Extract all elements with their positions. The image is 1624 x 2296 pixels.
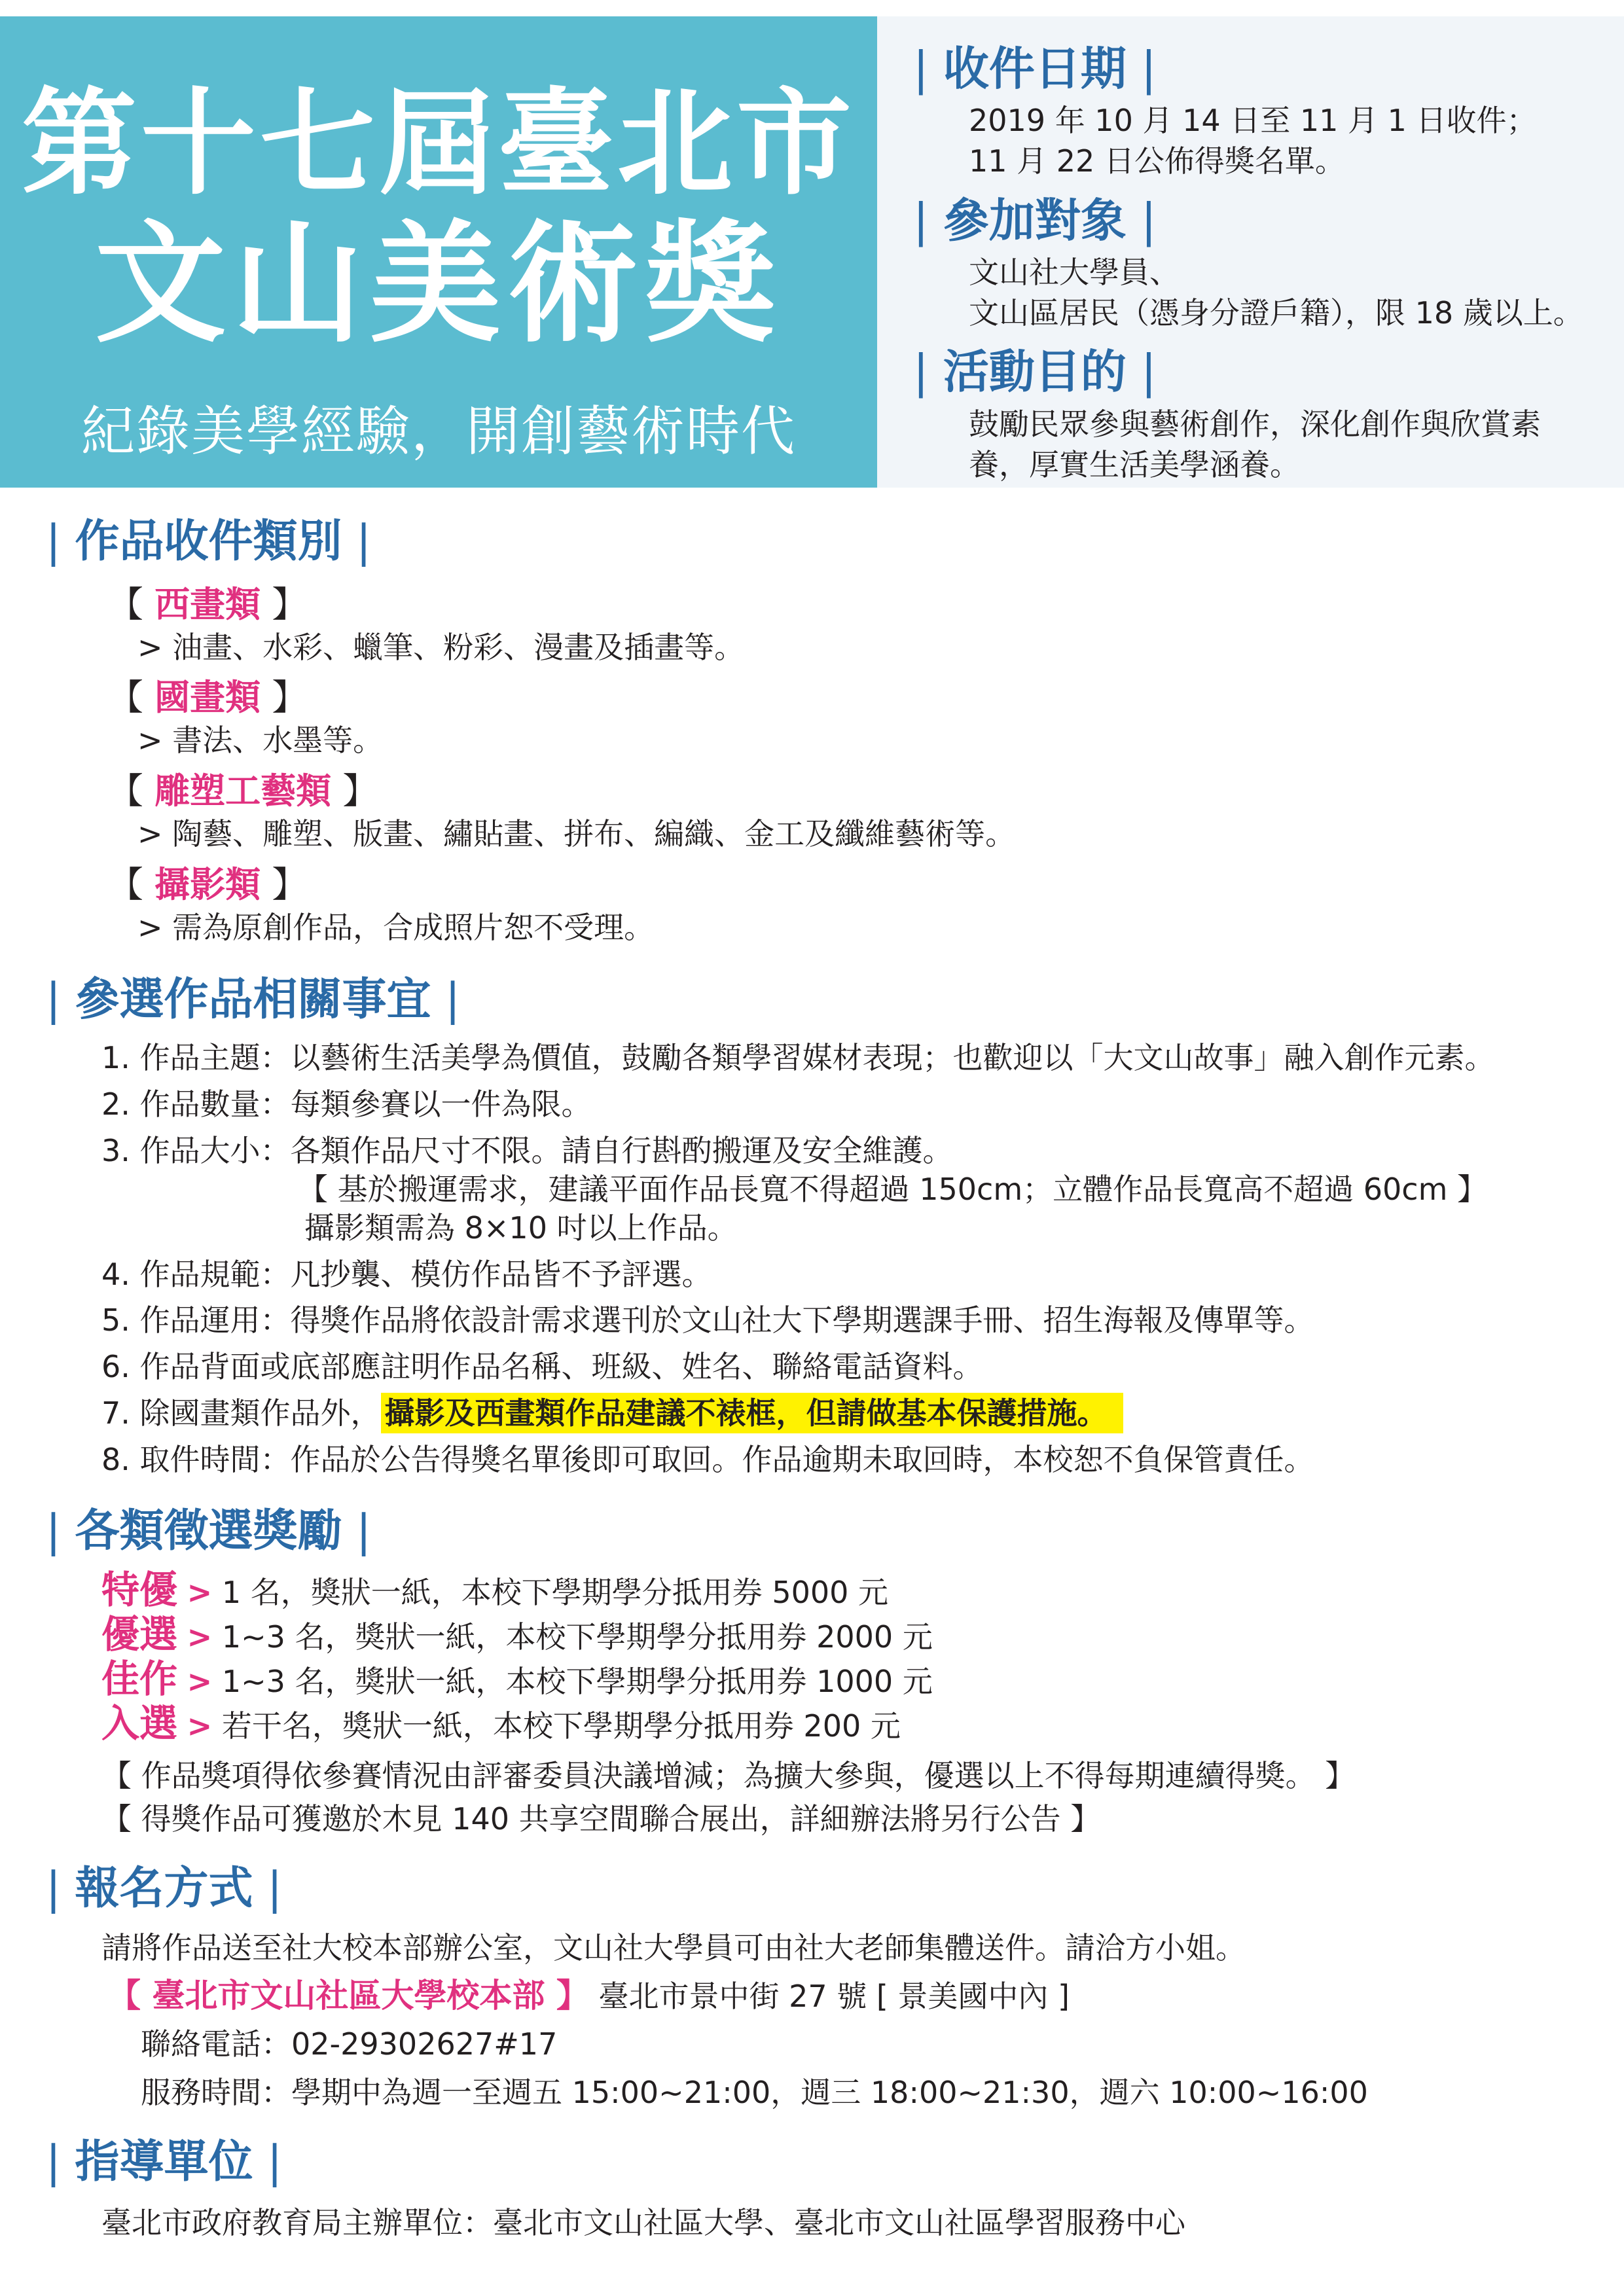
title-line-1: 第十七屆臺北市 — [21, 77, 856, 211]
section-heading-organizer: | 指導單位 | — [46, 2136, 283, 2188]
info-panel — [877, 16, 1624, 488]
category-photography-desc: > 需為原創作品，合成照片恕不受理。 — [137, 910, 655, 945]
rule-item-1: 1. 作品主題：以藝術生活美學為價值，鼓勵各類學習媒材表現；也歡迎以「大文山故事」融入創作元素。 — [101, 1040, 1495, 1075]
category-chinese-painting-desc: > 書法、水墨等。 — [137, 723, 384, 758]
section-heading-categories: | 作品收件類別 | — [46, 516, 372, 567]
info-heading-purpose: | 活動目的 | — [913, 345, 1157, 399]
section-heading-rules: | 參選作品相關事宜 | — [46, 974, 461, 1026]
award-note-2: 【 得獎作品可獲邀於木見 140 共享空間聯合展出，詳細辦法將另行公告 】 — [101, 1801, 1101, 1837]
category-sculpture-craft: 【 雕塑工藝類 】 — [108, 770, 378, 812]
hero-banner — [0, 16, 877, 488]
slogan: 紀錄美學經驗，開創藝術時代 — [81, 401, 796, 463]
info-date-line-2: 11 月 22 日公佈得獎名單。 — [969, 143, 1345, 179]
info-eligibility-line-2: 文山區居民（憑身分證戶籍），限 18 歲以上。 — [969, 295, 1583, 331]
award-excellence: 優選 > 1~3 名，獎狀一紙，本校下學期學分抵用券 2000 元 — [101, 1612, 933, 1657]
title-line-2: 文山美術獎 — [94, 208, 782, 361]
rule-item-8: 8. 取件時間：作品於公告得獎名單後即可取回。作品逾期未取回時，本校恕不負保管責任。 — [101, 1442, 1314, 1477]
info-heading-eligibility: | 參加對象 | — [913, 194, 1157, 247]
registration-hours: 服務時間：學期中為週一至週五 15:00~21:00，週三 18:00~21:30，週六 10:00~16:00 — [141, 2075, 1368, 2110]
rule-item-3-note: 【 基於搬運需求，建議平面作品長寬不得超過 150cm；立體作品長寬高不超過 60cm 】 — [298, 1172, 1488, 1207]
category-western-painting: 【 西畫類 】 — [108, 583, 308, 625]
registration-intro: 請將作品送至社大校本部辦公室，文山社大學員可由社大老師集體送件。請洽方小姐。 — [101, 1930, 1246, 1965]
info-purpose-line-2: 養，厚實生活美學涵養。 — [969, 447, 1300, 482]
info-date-line-1: 2019 年 10 月 14 日至 11 月 1 日收件； — [969, 103, 1537, 138]
rule-item-5: 5. 作品運用：得獎作品將依設計需求選刊於文山社大下學期選課手冊、招生海報及傳單等。 — [101, 1302, 1314, 1338]
award-top-prize: 特優 > 1 名，獎狀一紙，本校下學期學分抵用券 5000 元 — [101, 1568, 889, 1612]
info-purpose-line-1: 鼓勵民眾參與藝術創作，深化創作與欣賞素 — [969, 406, 1541, 442]
section-heading-awards: | 各類徵選獎勵 | — [46, 1505, 372, 1557]
rule-item-4: 4. 作品規範：凡抄襲、模仿作品皆不予評選。 — [101, 1257, 712, 1292]
info-heading-date: | 收件日期 | — [913, 42, 1157, 96]
category-western-painting-desc: > 油畫、水彩、蠟筆、粉彩、漫畫及插畫等。 — [137, 630, 745, 665]
rule-item-6: 6. 作品背面或底部應註明作品名稱、班級、姓名、聯絡電話資料。 — [101, 1349, 983, 1384]
rule-item-3: 3. 作品大小：各類作品尺寸不限。請自行斟酌搬運及安全維護。 — [101, 1133, 953, 1168]
info-eligibility-line-1: 文山社大學員、 — [969, 255, 1180, 290]
award-merit: 佳作 > 1~3 名，獎狀一紙，本校下學期學分抵用券 1000 元 — [101, 1657, 933, 1701]
category-photography: 【 攝影類 】 — [108, 863, 308, 905]
rule-item-3-photo-note: 攝影類需為 8×10 吋以上作品。 — [304, 1210, 738, 1246]
award-note-1: 【 作品獎項得依參賽情況由評審委員決議增減；為擴大參與，優選以上不得每期連續得獎。 】 — [101, 1758, 1356, 1793]
registration-phone: 聯絡電話：02-29302627#17 — [141, 2026, 558, 2062]
category-chinese-painting: 【 國畫類 】 — [108, 676, 308, 718]
rule-item-7: 7. 除國畫類作品外， 攝影及西畫類作品建議不裱框，但請做基本保護措施。 — [101, 1393, 1123, 1433]
section-heading-registration: | 報名方式 | — [46, 1863, 283, 1914]
highlight-framing-note: 攝影及西畫類作品建議不裱框，但請做基本保護措施。 — [381, 1393, 1123, 1433]
award-selected: 入選 > 若干名，獎狀一紙，本校下學期學分抵用券 200 元 — [101, 1701, 901, 1746]
registration-office: 【 臺北市文山社區大學校本部 】 臺北市景中街 27 號 [ 景美國中內 ] — [108, 1977, 1070, 2015]
organizer-text: 臺北市政府教育局主辦單位：臺北市文山社區大學、臺北市文山社區學習服務中心 — [101, 2205, 1185, 2240]
category-sculpture-craft-desc: > 陶藝、雕塑、版畫、繡貼畫、拼布、編織、金工及纖維藝術等。 — [137, 816, 1016, 852]
rule-item-2: 2. 作品數量：每類參賽以一件為限。 — [101, 1086, 592, 1122]
